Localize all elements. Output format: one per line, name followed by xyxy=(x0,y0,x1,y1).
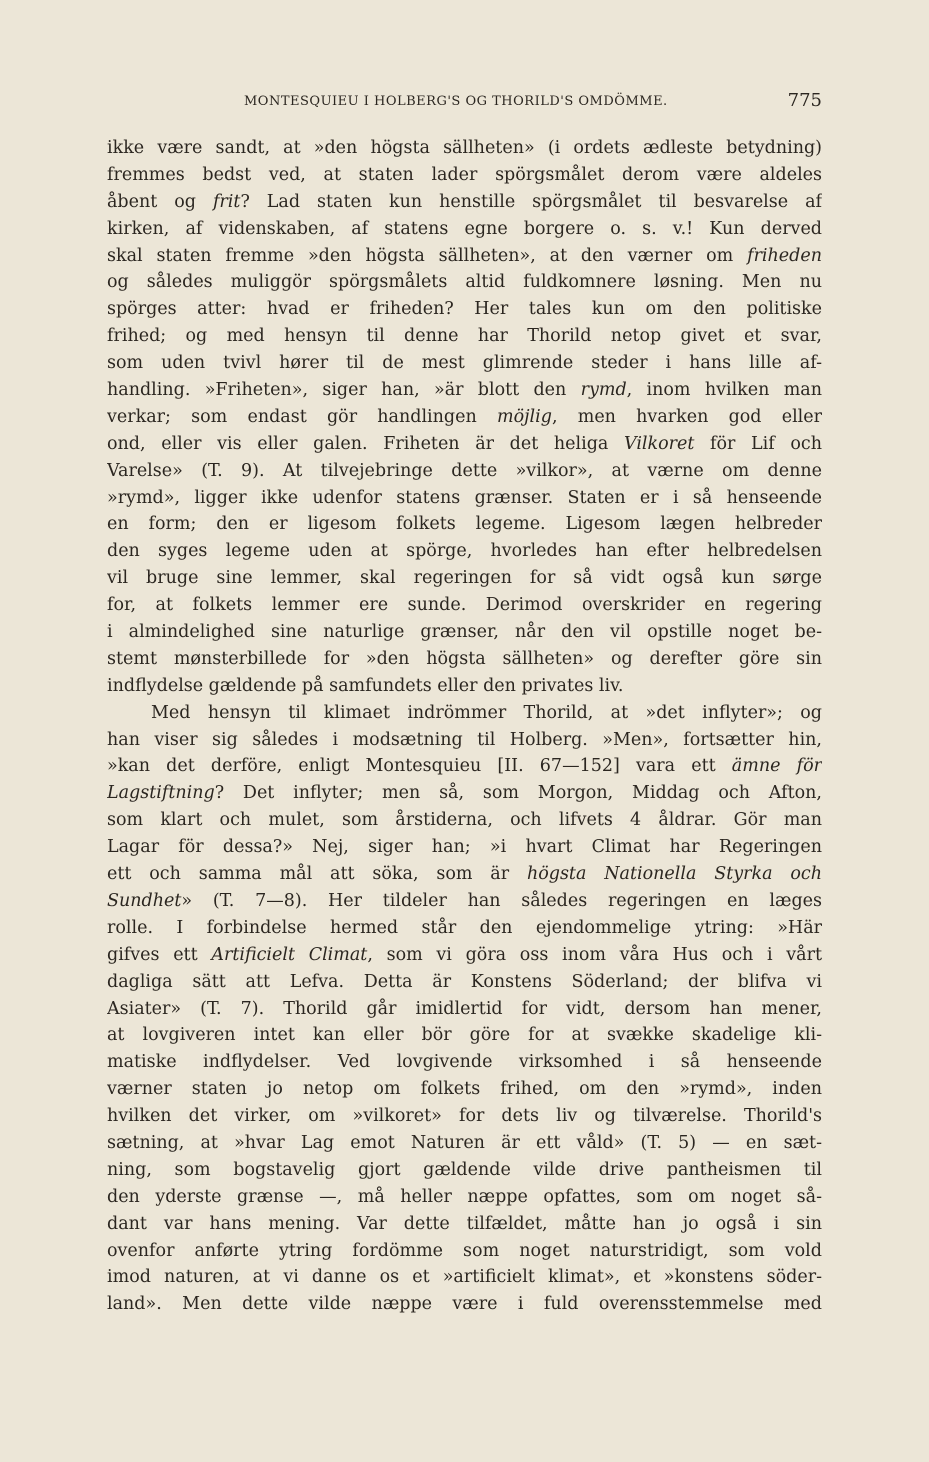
italic-text: Artificielt Climat xyxy=(211,944,368,965)
page-number: 775 xyxy=(787,90,822,111)
text-line xyxy=(107,1076,822,1103)
text-line xyxy=(107,780,822,807)
text-segment: han viser sig således i modsætning til Holberg. »Men», fortsætter hin, xyxy=(107,729,822,750)
page-header xyxy=(244,90,822,114)
text-line xyxy=(107,216,822,243)
text-segment: verkar; som endast gör handlingen xyxy=(107,406,497,427)
text-segment: Asiater» (T. 7). Thorild går imidlertid for vidt, dersom han mener, xyxy=(107,998,822,1019)
text-segment: » (T. 7—8). Her tildeler han således regeringen en læges xyxy=(181,890,822,911)
text-segment: Lagar för dessa?» Nej, siger han; »i hvart Climat har Regeringen xyxy=(107,837,822,858)
text-segment: og således muliggör spörgsmålets altid fuldkomnere løsning. Men nu xyxy=(107,272,822,293)
text-segment: handling. »Friheten», siger han, »är blott den xyxy=(107,380,581,401)
text-line xyxy=(107,431,822,458)
text-segment: Varelse» (T. 9). At tilvejebringe dette »vilkor», at værne om denne xyxy=(107,460,822,481)
text-line xyxy=(107,189,822,216)
text-line xyxy=(107,807,822,834)
text-segment: fremmes bedst ved, at staten lader spörgsmålet derom være aldeles xyxy=(107,164,822,185)
text-segment: hvilken det virker, om »vilkoret» for dets liv og tilværelse. Thorild's xyxy=(107,1106,822,1127)
text-segment: som uden tvivl hører til de mest glimrende steder i hans lille af- xyxy=(107,353,822,374)
text-line xyxy=(107,592,822,619)
text-segment: , men hvarken god eller xyxy=(551,406,822,427)
text-line xyxy=(107,1291,822,1318)
text-line xyxy=(107,1130,822,1157)
text-segment: , inom hvilken man xyxy=(626,380,822,401)
text-line xyxy=(107,1184,822,1211)
text-segment: åbent og xyxy=(107,191,213,212)
text-segment: en form; den er ligesom folkets legeme. Ligesom lægen helbreder xyxy=(107,514,822,535)
text-segment: Med hensyn til klimaet indrömmer Thorild, at »det inflyter»; og xyxy=(151,702,822,723)
text-line xyxy=(107,243,822,270)
italic-text: möjlig xyxy=(496,406,552,427)
text-line xyxy=(107,915,822,942)
text-line xyxy=(107,969,822,996)
text-segment: gifves ett xyxy=(107,944,212,965)
text-segment: , som vi göra oss inom våra Hus och i vårt xyxy=(367,944,822,965)
text-segment: i almindelighed sine naturlige grænser, når den vil opstille noget be- xyxy=(107,622,822,643)
text-segment: sætning, at »hvar Lag emot Naturen är ett våld» (T. 5) — en sæt- xyxy=(107,1132,822,1153)
text-segment: imod naturen, at vi danne os et »artificielt klimat», et »konstens söder- xyxy=(107,1267,822,1288)
text-line xyxy=(107,727,822,754)
text-segment: ? Det inflyter; men så, som Morgon, Middag och Afton, xyxy=(214,783,822,804)
text-line xyxy=(107,861,822,888)
text-line xyxy=(107,323,822,350)
text-line xyxy=(107,1264,822,1291)
text-line xyxy=(107,1049,822,1076)
text-line xyxy=(107,673,822,700)
text-line xyxy=(107,646,822,673)
text-segment: för Lif och xyxy=(694,433,822,454)
text-line xyxy=(107,1238,822,1265)
text-line xyxy=(107,1157,822,1184)
text-segment: ovenfor anførte ytring fordömme som noget naturstridigt, som vold xyxy=(107,1240,822,1261)
text-segment: dant var hans mening. Var dette tilfældet, måtte han jo også i sin xyxy=(107,1213,822,1234)
italic-text: frit xyxy=(212,191,241,212)
text-segment: ? Lad staten kun henstille spörgsmålet til besvarelse af xyxy=(240,191,822,212)
text-segment: spörges atter: hvad er friheden? Her tales kun om den politiske xyxy=(107,299,822,320)
text-segment: rolle. I forbindelse hermed står den ejendommelige ytring: »Här xyxy=(107,917,822,938)
text-line xyxy=(107,538,822,565)
text-line xyxy=(107,350,822,377)
text-segment: »kan det derföre, enligt Montesquieu [II. 67—152] vara ett xyxy=(107,756,732,777)
text-line xyxy=(107,619,822,646)
text-segment: »rymd», ligger ikke udenfor statens grænser. Staten er i så henseende xyxy=(107,487,822,508)
text-segment: den yderste grænse —, må heller næppe opfattes, som om noget så- xyxy=(107,1186,822,1207)
text-line xyxy=(107,888,822,915)
italic-text: ämne för xyxy=(731,756,822,777)
text-segment: værner staten jo netop om folkets frihed, om den »rymd», inden xyxy=(107,1079,822,1100)
text-line xyxy=(107,485,822,512)
text-line xyxy=(107,404,822,431)
running-title: MONTESQUIEU I HOLBERG'S OG THORILD'S OMDÖMME. xyxy=(244,94,668,109)
italic-text: rymd xyxy=(580,380,627,401)
text-segment: land». Men dette vilde næppe være i fuld overensstemmelse med xyxy=(107,1294,822,1315)
text-segment: kirken, af videnskaben, af statens egne borgere o. s. v.! Kun derved xyxy=(107,218,822,239)
text-line xyxy=(107,565,822,592)
text-line xyxy=(107,1103,822,1130)
text-line xyxy=(107,162,822,189)
text-line xyxy=(107,942,822,969)
text-segment: ikke være sandt, at »den högsta sällheten» (i ordets ædleste betydning) xyxy=(107,138,822,158)
text-line xyxy=(107,700,822,727)
italic-text: Vilkoret xyxy=(623,433,695,454)
text-segment: som klart och mulet, som årstiderna, och lifvets 4 åldrar. Gör man xyxy=(107,810,822,831)
italic-text: Lagstiftning xyxy=(107,783,215,804)
body-text xyxy=(107,135,822,1318)
text-line xyxy=(107,269,822,296)
text-segment: matiske indflydelser. Ved lovgivende virksomhed i så henseende xyxy=(107,1052,822,1073)
text-segment: den syges legeme uden at spörge, hvorledes han efter helbredelsen xyxy=(107,541,822,562)
text-line xyxy=(107,296,822,323)
text-segment: ning, som bogstavelig gjort gældende vilde drive pantheismen til xyxy=(107,1159,822,1180)
text-line xyxy=(107,1022,822,1049)
text-segment: ond, eller vis eller galen. Friheten är det heliga xyxy=(107,433,624,454)
italic-text: Sundhet xyxy=(107,890,182,911)
text-segment: vil bruge sine lemmer, skal regeringen for så vidt også kun sørge xyxy=(107,568,822,589)
text-segment: ett och samma mål att söka, som är xyxy=(107,864,527,885)
text-segment: indflydelse gældende på samfundets eller den privates liv. xyxy=(107,675,624,696)
text-line xyxy=(107,511,822,538)
italic-text: friheden xyxy=(747,245,822,266)
text-line xyxy=(107,834,822,861)
italic-text: högsta Nationella Styrka och xyxy=(526,864,822,885)
text-line xyxy=(107,377,822,404)
text-line xyxy=(107,996,822,1023)
text-segment: for, at folkets lemmer ere sunde. Derimod overskrider en regering xyxy=(107,595,822,616)
text-line xyxy=(107,1211,822,1238)
text-segment: skal staten fremme »den högsta sällheten», at den værner om xyxy=(107,245,748,266)
text-segment: frihed; og med hensyn til denne har Thorild netop givet et svar, xyxy=(107,326,822,347)
text-segment: at lovgiveren intet kan eller bör göre for at svække skadelige kli- xyxy=(107,1025,822,1046)
text-line xyxy=(107,135,822,162)
text-line xyxy=(107,753,822,780)
text-line xyxy=(107,458,822,485)
text-segment: stemt mønsterbillede for »den högsta sällheten» og derefter göre sin xyxy=(107,648,822,669)
text-segment: dagliga sätt att Lefva. Detta är Konstens Söderland; der blifva vi xyxy=(107,971,822,992)
